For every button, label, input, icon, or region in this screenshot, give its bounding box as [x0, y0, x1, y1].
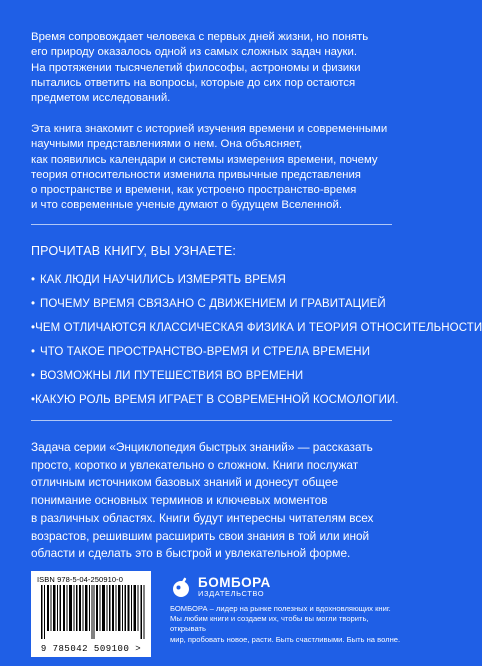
tagline-line: БОМБОРА – лидер на рынке полезных и вдохновляющих книг. [170, 604, 391, 613]
publisher-name: БОМБОРА [198, 575, 271, 590]
list-item [31, 316, 482, 340]
series-line: в различных областях. Книги будут интересны читателям всех [31, 510, 374, 525]
bullet-icon: • [31, 322, 36, 334]
isbn-text: ISBN 978-5-04-250910-0 [37, 575, 124, 584]
bullet-icon: • [31, 346, 36, 358]
bullet-icon: • [31, 394, 36, 406]
divider-bottom [31, 420, 392, 421]
publisher-tagline [170, 604, 402, 645]
learn-heading: ПРОЧИТАВ КНИГУ, ВЫ УЗНАЕТЕ: [31, 244, 237, 258]
list-item [31, 364, 392, 388]
publisher-subtitle: ИЗДАТЕЛЬСТВО [198, 589, 265, 598]
learn-list [31, 268, 482, 412]
series-text [31, 439, 392, 563]
about-paragraph [31, 122, 392, 214]
about-line: Эта книга знакомит с историей изучения времени и современными [31, 123, 388, 135]
list-item-text: КАКУЮ РОЛЬ ВРЕМЯ ИГРАЕТ В СОВРЕМЕННОЙ КОСМОЛОГИИ. [35, 394, 399, 406]
about-line: и что современные ученые думают о будущем Вселенной. [31, 199, 343, 212]
list-item-text: КАК ЛЮДИ НАУЧИЛИСЬ ИЗМЕРЯТЬ ВРЕМЯ [40, 274, 286, 286]
publisher-logo [170, 576, 271, 598]
divider-top [31, 224, 392, 225]
series-line: области и сделать это в быстрой и увлекательной форме. [31, 546, 351, 561]
list-item [31, 340, 392, 364]
barcode-digits: 9 785042 509100 > [40, 644, 142, 654]
list-item-text: ВОЗМОЖНЫ ЛИ ПУТЕШЕСТВИЯ ВО ВРЕМЕНИ [40, 370, 304, 382]
series-line: отличным источником базовых знаний и донесут общее [31, 475, 339, 490]
intro-text [31, 30, 392, 106]
series-line: Задача серии «Энциклопедия быстрых знаний» — рассказать [31, 440, 373, 454]
bullet-icon: • [31, 298, 36, 310]
bombora-logo-icon [170, 576, 192, 598]
about-text [31, 122, 392, 214]
list-item [31, 292, 392, 316]
series-line: просто, коротко и увлекательно о сложном. Книги послужат [31, 457, 359, 472]
list-item [31, 388, 399, 412]
barcode-icon [41, 585, 145, 639]
tagline-line: мир, пробовать новое, расти. Быть счастливыми. Быть на волне. [170, 634, 401, 644]
intro-line: пытались ответить на вопросы, которые до сих пор остаются [31, 76, 356, 89]
bullet-icon: • [31, 370, 36, 382]
series-line: возрастов, решившим расширить свои знания в той или иной [31, 528, 370, 543]
list-item-text: ЧТО ТАКОЕ ПРОСТРАНСТВО-ВРЕМЯ И СТРЕЛА ВРЕМЕНИ [40, 346, 371, 358]
about-line: как появились календари и системы измерения времени, почему [31, 153, 378, 166]
tagline-line: Мы любим книги и создаем их, чтобы вы могли творить, открывать [170, 614, 369, 634]
list-item [31, 268, 392, 292]
intro-line: Время сопровождает человека с первых дней жизни, но понять [31, 31, 369, 43]
intro-paragraph [31, 30, 392, 106]
series-paragraph [31, 439, 392, 563]
intro-line: его природу оказалось одной из самых сложных задач науки. [31, 46, 358, 59]
bullet-icon: • [31, 274, 36, 286]
about-line: научными представлениями о нем. Она объясняет, [31, 138, 303, 151]
list-item-text: ПОЧЕМУ ВРЕМЯ СВЯЗАНО С ДВИЖЕНИЕМ И ГРАВИТАЦИЕЙ [40, 298, 386, 310]
barcode-box [31, 571, 151, 657]
series-line: понимание основных терминов и ключевых моментов [31, 493, 328, 508]
intro-line: предметом исследований. [31, 92, 171, 105]
about-line: о пространстве и времени, как устроено пространство-время [31, 184, 357, 197]
about-line: теория относительности изменила привычные представления [31, 168, 361, 181]
intro-line: На протяжении тысячелетий философы, астрономы и физики [31, 61, 361, 74]
list-item-text: ЧЕМ ОТЛИЧАЮТСЯ КЛАССИЧЕСКАЯ ФИЗИКА И ТЕОРИЯ ОТНОСИТЕЛЬНОСТИ [35, 322, 482, 334]
learn-section [31, 244, 482, 412]
